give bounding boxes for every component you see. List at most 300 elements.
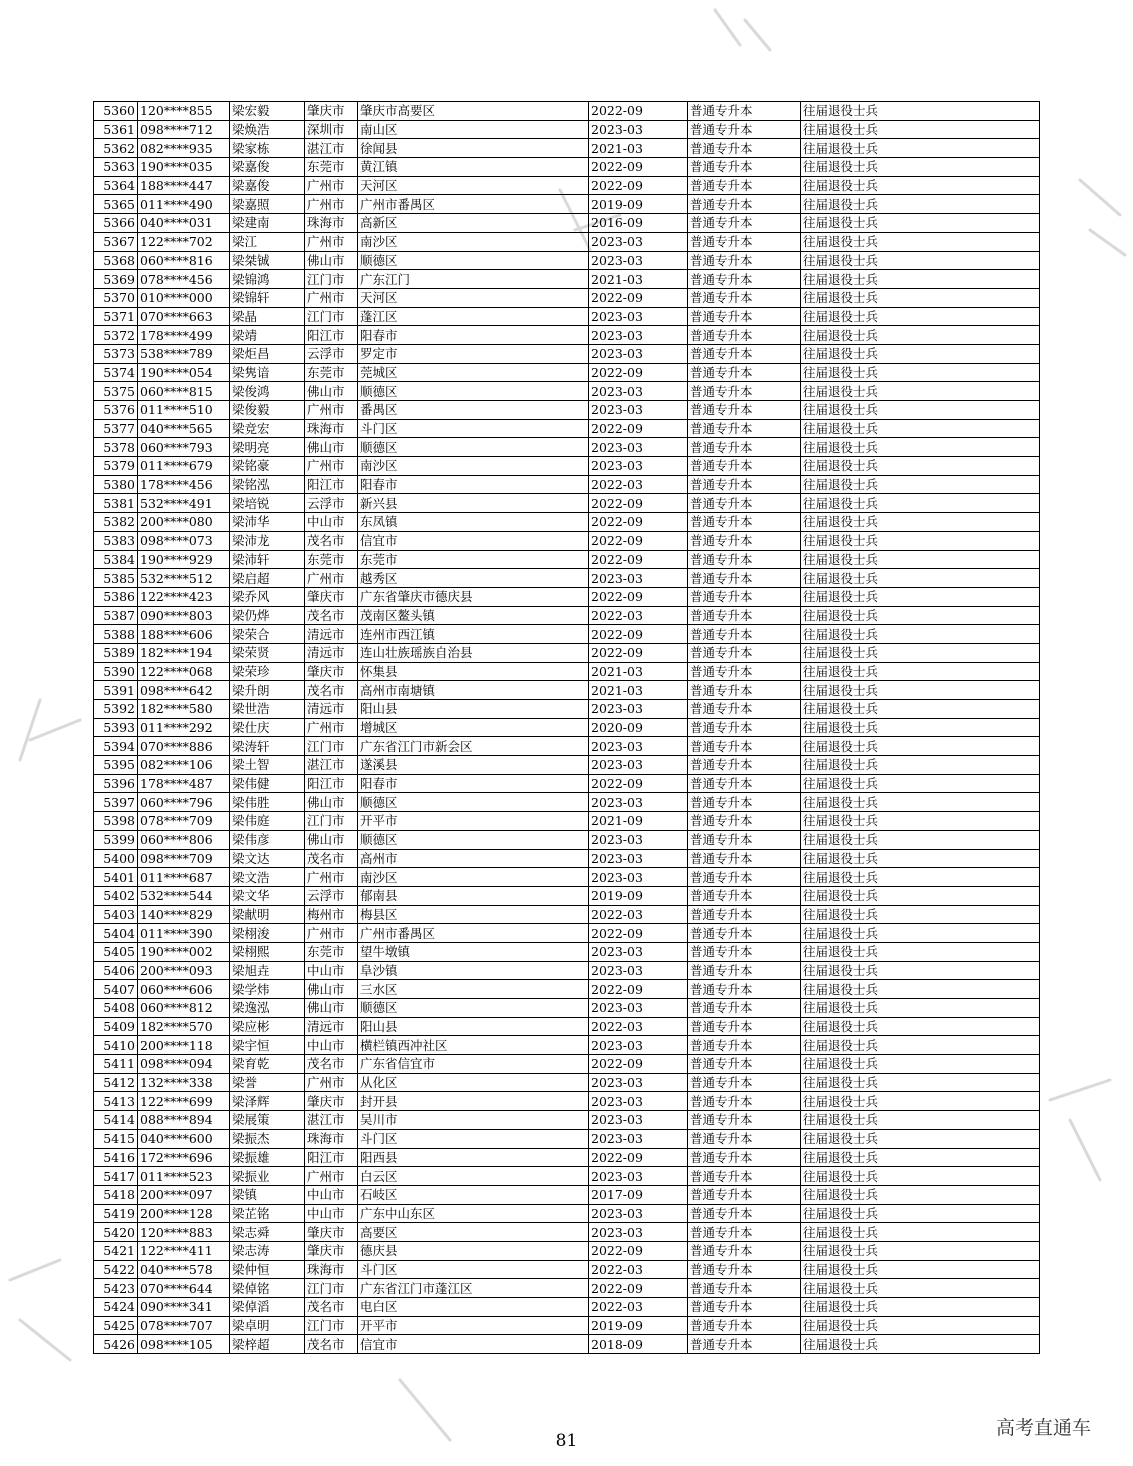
discharge-date-cell: 2022-09 bbox=[589, 1148, 688, 1167]
district-cell: 阳春市 bbox=[358, 475, 589, 494]
discharge-date-cell: 2022-03 bbox=[589, 905, 688, 924]
candidate-id-cell: 010****000 bbox=[138, 288, 230, 307]
district-cell: 南沙区 bbox=[358, 232, 589, 251]
district-cell: 南沙区 bbox=[358, 868, 589, 887]
discharge-date-cell: 2023-03 bbox=[589, 737, 688, 756]
city-cell: 广州市 bbox=[305, 195, 358, 214]
table-row bbox=[94, 531, 1040, 550]
district-cell: 新兴县 bbox=[358, 494, 589, 513]
candidate-category-cell: 往届退役士兵 bbox=[801, 195, 1040, 214]
discharge-date-cell: 2023-03 bbox=[589, 849, 688, 868]
city-cell: 广州市 bbox=[305, 569, 358, 588]
exam-type-cell: 普通专升本 bbox=[688, 419, 801, 438]
serial-number-cell: 5379 bbox=[94, 457, 138, 476]
candidate-name-cell: 梁焕浩 bbox=[230, 120, 305, 139]
candidate-name-cell: 梁江 bbox=[230, 232, 305, 251]
candidate-name-cell: 梁献明 bbox=[230, 905, 305, 924]
district-cell: 南沙区 bbox=[358, 457, 589, 476]
city-cell: 湛江市 bbox=[305, 139, 358, 158]
table-row bbox=[94, 1335, 1040, 1354]
exam-type-cell: 普通专升本 bbox=[688, 232, 801, 251]
serial-number-cell: 5367 bbox=[94, 232, 138, 251]
candidate-category-cell: 往届退役士兵 bbox=[801, 363, 1040, 382]
serial-number-cell: 5413 bbox=[94, 1092, 138, 1111]
serial-number-cell: 5404 bbox=[94, 924, 138, 943]
exam-type-cell: 普通专升本 bbox=[688, 718, 801, 737]
candidate-name-cell: 梁沛华 bbox=[230, 513, 305, 532]
city-cell: 阳江市 bbox=[305, 326, 358, 345]
candidate-id-cell: 040****565 bbox=[138, 419, 230, 438]
candidate-id-cell: 082****935 bbox=[138, 139, 230, 158]
district-cell: 蓬江区 bbox=[358, 307, 589, 326]
discharge-date-cell: 2018-09 bbox=[589, 1335, 688, 1354]
district-cell: 三水区 bbox=[358, 980, 589, 999]
table-row bbox=[94, 139, 1040, 158]
candidate-id-cell: 070****644 bbox=[138, 1279, 230, 1298]
candidate-name-cell: 梁镇 bbox=[230, 1185, 305, 1204]
candidate-category-cell: 往届退役士兵 bbox=[801, 158, 1040, 177]
candidate-name-cell: 梁振业 bbox=[230, 1167, 305, 1186]
candidate-category-cell: 往届退役士兵 bbox=[801, 1017, 1040, 1036]
candidate-id-cell: 060****815 bbox=[138, 382, 230, 401]
candidate-category-cell: 往届退役士兵 bbox=[801, 625, 1040, 644]
table-row bbox=[94, 550, 1040, 569]
candidate-category-cell: 往届退役士兵 bbox=[801, 531, 1040, 550]
candidate-category-cell: 往届退役士兵 bbox=[801, 214, 1040, 233]
candidate-id-cell: 190****002 bbox=[138, 942, 230, 961]
candidate-category-cell: 往届退役士兵 bbox=[801, 1316, 1040, 1335]
candidate-category-cell: 往届退役士兵 bbox=[801, 980, 1040, 999]
candidate-category-cell: 往届退役士兵 bbox=[801, 382, 1040, 401]
exam-type-cell: 普通专升本 bbox=[688, 1036, 801, 1055]
candidate-name-cell: 梁世浩 bbox=[230, 700, 305, 719]
serial-number-cell: 5372 bbox=[94, 326, 138, 345]
table-row bbox=[94, 980, 1040, 999]
candidate-id-cell: 040****578 bbox=[138, 1260, 230, 1279]
candidate-category-cell: 往届退役士兵 bbox=[801, 139, 1040, 158]
discharge-date-cell: 2023-03 bbox=[589, 1111, 688, 1130]
serial-number-cell: 5392 bbox=[94, 700, 138, 719]
district-cell: 罗定市 bbox=[358, 344, 589, 363]
serial-number-cell: 5390 bbox=[94, 662, 138, 681]
candidate-name-cell: 梁竞宏 bbox=[230, 419, 305, 438]
candidate-category-cell: 往届退役士兵 bbox=[801, 251, 1040, 270]
discharge-date-cell: 2022-09 bbox=[589, 102, 688, 121]
serial-number-cell: 5369 bbox=[94, 270, 138, 289]
exam-type-cell: 普通专升本 bbox=[688, 531, 801, 550]
candidate-category-cell: 往届退役士兵 bbox=[801, 662, 1040, 681]
city-cell: 云浮市 bbox=[305, 886, 358, 905]
candidate-id-cell: 011****679 bbox=[138, 457, 230, 476]
exam-type-cell: 普通专升本 bbox=[688, 1316, 801, 1335]
discharge-date-cell: 2023-03 bbox=[589, 382, 688, 401]
candidate-name-cell: 梁嘉照 bbox=[230, 195, 305, 214]
discharge-date-cell: 2023-03 bbox=[589, 1204, 688, 1223]
district-cell: 顺德区 bbox=[358, 251, 589, 270]
discharge-date-cell: 2022-09 bbox=[589, 176, 688, 195]
exam-type-cell: 普通专升本 bbox=[688, 868, 801, 887]
candidate-category-cell: 往届退役士兵 bbox=[801, 457, 1040, 476]
table-row bbox=[94, 756, 1040, 775]
serial-number-cell: 5406 bbox=[94, 961, 138, 980]
serial-number-cell: 5400 bbox=[94, 849, 138, 868]
discharge-date-cell: 2023-03 bbox=[589, 307, 688, 326]
city-cell: 肇庆市 bbox=[305, 662, 358, 681]
candidate-category-cell: 往届退役士兵 bbox=[801, 307, 1040, 326]
exam-type-cell: 普通专升本 bbox=[688, 1167, 801, 1186]
candidate-category-cell: 往届退役士兵 bbox=[801, 120, 1040, 139]
candidate-name-cell: 梁桀铖 bbox=[230, 251, 305, 270]
district-cell: 信宜市 bbox=[358, 531, 589, 550]
discharge-date-cell: 2022-03 bbox=[589, 475, 688, 494]
city-cell: 珠海市 bbox=[305, 1129, 358, 1148]
candidate-category-cell: 往届退役士兵 bbox=[801, 1129, 1040, 1148]
discharge-date-cell: 2023-03 bbox=[589, 868, 688, 887]
roster-table bbox=[93, 101, 1040, 1354]
table-row bbox=[94, 457, 1040, 476]
discharge-date-cell: 2023-03 bbox=[589, 326, 688, 345]
page-number: 81 bbox=[555, 1431, 578, 1451]
district-cell: 黄江镇 bbox=[358, 158, 589, 177]
exam-type-cell: 普通专升本 bbox=[688, 886, 801, 905]
candidate-id-cell: 040****600 bbox=[138, 1129, 230, 1148]
district-cell: 广州市番禺区 bbox=[358, 195, 589, 214]
discharge-date-cell: 2022-09 bbox=[589, 1279, 688, 1298]
exam-type-cell: 普通专升本 bbox=[688, 1092, 801, 1111]
candidate-category-cell: 往届退役士兵 bbox=[801, 1298, 1040, 1317]
candidate-category-cell: 往届退役士兵 bbox=[801, 774, 1040, 793]
city-cell: 江门市 bbox=[305, 812, 358, 831]
city-cell: 中山市 bbox=[305, 1185, 358, 1204]
serial-number-cell: 5374 bbox=[94, 363, 138, 382]
candidate-name-cell: 梁振杰 bbox=[230, 1129, 305, 1148]
serial-number-cell: 5389 bbox=[94, 643, 138, 662]
city-cell: 广州市 bbox=[305, 868, 358, 887]
city-cell: 珠海市 bbox=[305, 214, 358, 233]
exam-type-cell: 普通专升本 bbox=[688, 569, 801, 588]
table-row bbox=[94, 924, 1040, 943]
discharge-date-cell: 2022-03 bbox=[589, 1298, 688, 1317]
table-row bbox=[94, 774, 1040, 793]
table-row bbox=[94, 1073, 1040, 1092]
serial-number-cell: 5376 bbox=[94, 401, 138, 420]
exam-type-cell: 普通专升本 bbox=[688, 438, 801, 457]
serial-number-cell: 5388 bbox=[94, 625, 138, 644]
exam-type-cell: 普通专升本 bbox=[688, 1241, 801, 1260]
candidate-category-cell: 往届退役士兵 bbox=[801, 718, 1040, 737]
table-row bbox=[94, 942, 1040, 961]
exam-type-cell: 普通专升本 bbox=[688, 1055, 801, 1074]
table-row bbox=[94, 419, 1040, 438]
city-cell: 茂名市 bbox=[305, 1335, 358, 1354]
district-cell: 广东省江门市新会区 bbox=[358, 737, 589, 756]
candidate-id-cell: 098****073 bbox=[138, 531, 230, 550]
city-cell: 肇庆市 bbox=[305, 1223, 358, 1242]
discharge-date-cell: 2022-09 bbox=[589, 531, 688, 550]
candidate-id-cell: 090****803 bbox=[138, 606, 230, 625]
candidate-name-cell: 梁栩熙 bbox=[230, 942, 305, 961]
serial-number-cell: 5411 bbox=[94, 1055, 138, 1074]
candidate-name-cell: 梁伟庭 bbox=[230, 812, 305, 831]
serial-number-cell: 5375 bbox=[94, 382, 138, 401]
candidate-name-cell: 梁沛龙 bbox=[230, 531, 305, 550]
exam-type-cell: 普通专升本 bbox=[688, 158, 801, 177]
candidate-category-cell: 往届退役士兵 bbox=[801, 1204, 1040, 1223]
candidate-name-cell: 梁荣珍 bbox=[230, 662, 305, 681]
city-cell: 肇庆市 bbox=[305, 1241, 358, 1260]
discharge-date-cell: 2023-03 bbox=[589, 961, 688, 980]
candidate-id-cell: 082****106 bbox=[138, 756, 230, 775]
table-row bbox=[94, 494, 1040, 513]
table-row bbox=[94, 961, 1040, 980]
candidate-id-cell: 120****883 bbox=[138, 1223, 230, 1242]
candidate-category-cell: 往届退役士兵 bbox=[801, 1241, 1040, 1260]
table-row bbox=[94, 475, 1040, 494]
candidate-id-cell: 011****523 bbox=[138, 1167, 230, 1186]
district-cell: 越秀区 bbox=[358, 569, 589, 588]
discharge-date-cell: 2021-03 bbox=[589, 681, 688, 700]
serial-number-cell: 5420 bbox=[94, 1223, 138, 1242]
discharge-date-cell: 2022-09 bbox=[589, 774, 688, 793]
district-cell: 阳山县 bbox=[358, 1017, 589, 1036]
candidate-name-cell: 梁芷铭 bbox=[230, 1204, 305, 1223]
serial-number-cell: 5409 bbox=[94, 1017, 138, 1036]
exam-type-cell: 普通专升本 bbox=[688, 812, 801, 831]
serial-number-cell: 5378 bbox=[94, 438, 138, 457]
candidate-id-cell: 060****816 bbox=[138, 251, 230, 270]
exam-type-cell: 普通专升本 bbox=[688, 1017, 801, 1036]
serial-number-cell: 5401 bbox=[94, 868, 138, 887]
city-cell: 江门市 bbox=[305, 270, 358, 289]
serial-number-cell: 5422 bbox=[94, 1260, 138, 1279]
exam-type-cell: 普通专升本 bbox=[688, 1260, 801, 1279]
candidate-name-cell: 梁涛轩 bbox=[230, 737, 305, 756]
district-cell: 吴川市 bbox=[358, 1111, 589, 1130]
candidate-name-cell: 梁卓明 bbox=[230, 1316, 305, 1335]
district-cell: 高要区 bbox=[358, 1223, 589, 1242]
district-cell: 望牛墩镇 bbox=[358, 942, 589, 961]
candidate-name-cell: 梁铭豪 bbox=[230, 457, 305, 476]
serial-number-cell: 5414 bbox=[94, 1111, 138, 1130]
table-row bbox=[94, 344, 1040, 363]
city-cell: 佛山市 bbox=[305, 830, 358, 849]
discharge-date-cell: 2022-09 bbox=[589, 980, 688, 999]
serial-number-cell: 5387 bbox=[94, 606, 138, 625]
district-cell: 天河区 bbox=[358, 176, 589, 195]
exam-type-cell: 普通专升本 bbox=[688, 830, 801, 849]
candidate-category-cell: 往届退役士兵 bbox=[801, 886, 1040, 905]
serial-number-cell: 5382 bbox=[94, 513, 138, 532]
city-cell: 东莞市 bbox=[305, 158, 358, 177]
candidate-id-cell: 120****855 bbox=[138, 102, 230, 121]
discharge-date-cell: 2023-03 bbox=[589, 1167, 688, 1186]
district-cell: 广东中山东区 bbox=[358, 1204, 589, 1223]
candidate-name-cell: 梁应彬 bbox=[230, 1017, 305, 1036]
candidate-id-cell: 078****707 bbox=[138, 1316, 230, 1335]
candidate-name-cell: 梁旭垚 bbox=[230, 961, 305, 980]
candidate-id-cell: 090****341 bbox=[138, 1298, 230, 1317]
serial-number-cell: 5410 bbox=[94, 1036, 138, 1055]
candidate-id-cell: 178****499 bbox=[138, 326, 230, 345]
discharge-date-cell: 2022-09 bbox=[589, 419, 688, 438]
table-row bbox=[94, 905, 1040, 924]
candidate-name-cell: 梁学炜 bbox=[230, 980, 305, 999]
brand-label: 高考直通车 bbox=[996, 1417, 1092, 1439]
city-cell: 茂名市 bbox=[305, 1055, 358, 1074]
serial-number-cell: 5418 bbox=[94, 1185, 138, 1204]
table-row bbox=[94, 438, 1040, 457]
candidate-id-cell: 011****510 bbox=[138, 401, 230, 420]
serial-number-cell: 5385 bbox=[94, 569, 138, 588]
candidate-category-cell: 往届退役士兵 bbox=[801, 756, 1040, 775]
candidate-category-cell: 往届退役士兵 bbox=[801, 102, 1040, 121]
candidate-name-cell: 梁嘉俊 bbox=[230, 158, 305, 177]
city-cell: 广州市 bbox=[305, 457, 358, 476]
candidate-id-cell: 098****709 bbox=[138, 849, 230, 868]
serial-number-cell: 5399 bbox=[94, 830, 138, 849]
district-cell: 阳山县 bbox=[358, 700, 589, 719]
exam-type-cell: 普通专升本 bbox=[688, 625, 801, 644]
table-row bbox=[94, 288, 1040, 307]
district-cell: 遂溪县 bbox=[358, 756, 589, 775]
district-cell: 莞城区 bbox=[358, 363, 589, 382]
table-row bbox=[94, 999, 1040, 1018]
exam-type-cell: 普通专升本 bbox=[688, 737, 801, 756]
serial-number-cell: 5408 bbox=[94, 999, 138, 1018]
candidate-category-cell: 往届退役士兵 bbox=[801, 326, 1040, 345]
candidate-category-cell: 往届退役士兵 bbox=[801, 812, 1040, 831]
table-row bbox=[94, 326, 1040, 345]
candidate-name-cell: 梁栩浚 bbox=[230, 924, 305, 943]
exam-type-cell: 普通专升本 bbox=[688, 251, 801, 270]
candidate-id-cell: 070****886 bbox=[138, 737, 230, 756]
city-cell: 阳江市 bbox=[305, 1148, 358, 1167]
candidate-id-cell: 078****709 bbox=[138, 812, 230, 831]
candidate-name-cell: 梁仲恒 bbox=[230, 1260, 305, 1279]
candidate-id-cell: 098****105 bbox=[138, 1335, 230, 1354]
discharge-date-cell: 2020-09 bbox=[589, 718, 688, 737]
discharge-date-cell: 2021-03 bbox=[589, 139, 688, 158]
candidate-category-cell: 往届退役士兵 bbox=[801, 606, 1040, 625]
serial-number-cell: 5380 bbox=[94, 475, 138, 494]
exam-type-cell: 普通专升本 bbox=[688, 1298, 801, 1317]
discharge-date-cell: 2022-09 bbox=[589, 924, 688, 943]
city-cell: 肇庆市 bbox=[305, 587, 358, 606]
serial-number-cell: 5396 bbox=[94, 774, 138, 793]
district-cell: 阳西县 bbox=[358, 1148, 589, 1167]
table-row bbox=[94, 662, 1040, 681]
serial-number-cell: 5405 bbox=[94, 942, 138, 961]
serial-number-cell: 5395 bbox=[94, 756, 138, 775]
candidate-name-cell: 梁倬滔 bbox=[230, 1298, 305, 1317]
candidate-category-cell: 往届退役士兵 bbox=[801, 475, 1040, 494]
discharge-date-cell: 2019-09 bbox=[589, 195, 688, 214]
exam-type-cell: 普通专升本 bbox=[688, 195, 801, 214]
serial-number-cell: 5360 bbox=[94, 102, 138, 121]
candidate-id-cell: 060****806 bbox=[138, 830, 230, 849]
district-cell: 顺德区 bbox=[358, 999, 589, 1018]
candidate-id-cell: 122****699 bbox=[138, 1092, 230, 1111]
district-cell: 横栏镇西冲社区 bbox=[358, 1036, 589, 1055]
candidate-id-cell: 182****194 bbox=[138, 643, 230, 662]
table-row bbox=[94, 382, 1040, 401]
serial-number-cell: 5423 bbox=[94, 1279, 138, 1298]
table-row bbox=[94, 1017, 1040, 1036]
discharge-date-cell: 2023-03 bbox=[589, 120, 688, 139]
candidate-id-cell: 532****512 bbox=[138, 569, 230, 588]
candidate-id-cell: 011****687 bbox=[138, 868, 230, 887]
exam-type-cell: 普通专升本 bbox=[688, 139, 801, 158]
candidate-id-cell: 098****094 bbox=[138, 1055, 230, 1074]
city-cell: 中山市 bbox=[305, 1204, 358, 1223]
district-cell: 连州市西江镇 bbox=[358, 625, 589, 644]
exam-type-cell: 普通专升本 bbox=[688, 924, 801, 943]
candidate-id-cell: 200****093 bbox=[138, 961, 230, 980]
exam-type-cell: 普通专升本 bbox=[688, 382, 801, 401]
discharge-date-cell: 2022-09 bbox=[589, 550, 688, 569]
table-row bbox=[94, 513, 1040, 532]
candidate-name-cell: 梁誉 bbox=[230, 1073, 305, 1092]
exam-type-cell: 普通专升本 bbox=[688, 849, 801, 868]
candidate-id-cell: 200****118 bbox=[138, 1036, 230, 1055]
candidate-category-cell: 往届退役士兵 bbox=[801, 438, 1040, 457]
district-cell: 石岐区 bbox=[358, 1185, 589, 1204]
city-cell: 广州市 bbox=[305, 401, 358, 420]
candidate-id-cell: 190****035 bbox=[138, 158, 230, 177]
table-row bbox=[94, 1148, 1040, 1167]
city-cell: 广州市 bbox=[305, 718, 358, 737]
discharge-date-cell: 2021-09 bbox=[589, 812, 688, 831]
candidate-category-cell: 往届退役士兵 bbox=[801, 419, 1040, 438]
candidate-id-cell: 532****491 bbox=[138, 494, 230, 513]
district-cell: 高新区 bbox=[358, 214, 589, 233]
exam-type-cell: 普通专升本 bbox=[688, 606, 801, 625]
discharge-date-cell: 2022-09 bbox=[589, 1055, 688, 1074]
table-row bbox=[94, 1298, 1040, 1317]
serial-number-cell: 5365 bbox=[94, 195, 138, 214]
candidate-name-cell: 梁伟彦 bbox=[230, 830, 305, 849]
city-cell: 云浮市 bbox=[305, 494, 358, 513]
district-cell: 开平市 bbox=[358, 1316, 589, 1335]
discharge-date-cell: 2023-03 bbox=[589, 1036, 688, 1055]
city-cell: 佛山市 bbox=[305, 793, 358, 812]
table-row bbox=[94, 1055, 1040, 1074]
serial-number-cell: 5415 bbox=[94, 1129, 138, 1148]
district-cell: 连山壮族瑶族自治县 bbox=[358, 643, 589, 662]
discharge-date-cell: 2022-03 bbox=[589, 606, 688, 625]
candidate-category-cell: 往届退役士兵 bbox=[801, 232, 1040, 251]
exam-type-cell: 普通专升本 bbox=[688, 942, 801, 961]
candidate-id-cell: 188****447 bbox=[138, 176, 230, 195]
discharge-date-cell: 2022-09 bbox=[589, 494, 688, 513]
exam-type-cell: 普通专升本 bbox=[688, 363, 801, 382]
candidate-name-cell: 梁文达 bbox=[230, 849, 305, 868]
candidate-name-cell: 梁展策 bbox=[230, 1111, 305, 1130]
table-row bbox=[94, 1204, 1040, 1223]
exam-type-cell: 普通专升本 bbox=[688, 475, 801, 494]
table-row bbox=[94, 718, 1040, 737]
discharge-date-cell: 2022-09 bbox=[589, 363, 688, 382]
candidate-name-cell: 梁乔风 bbox=[230, 587, 305, 606]
candidate-name-cell: 梁仍烨 bbox=[230, 606, 305, 625]
city-cell: 深圳市 bbox=[305, 120, 358, 139]
serial-number-cell: 5425 bbox=[94, 1316, 138, 1335]
city-cell: 东莞市 bbox=[305, 550, 358, 569]
candidate-name-cell: 梁宏毅 bbox=[230, 102, 305, 121]
candidate-category-cell: 往届退役士兵 bbox=[801, 1279, 1040, 1298]
district-cell: 梅县区 bbox=[358, 905, 589, 924]
table-row bbox=[94, 849, 1040, 868]
